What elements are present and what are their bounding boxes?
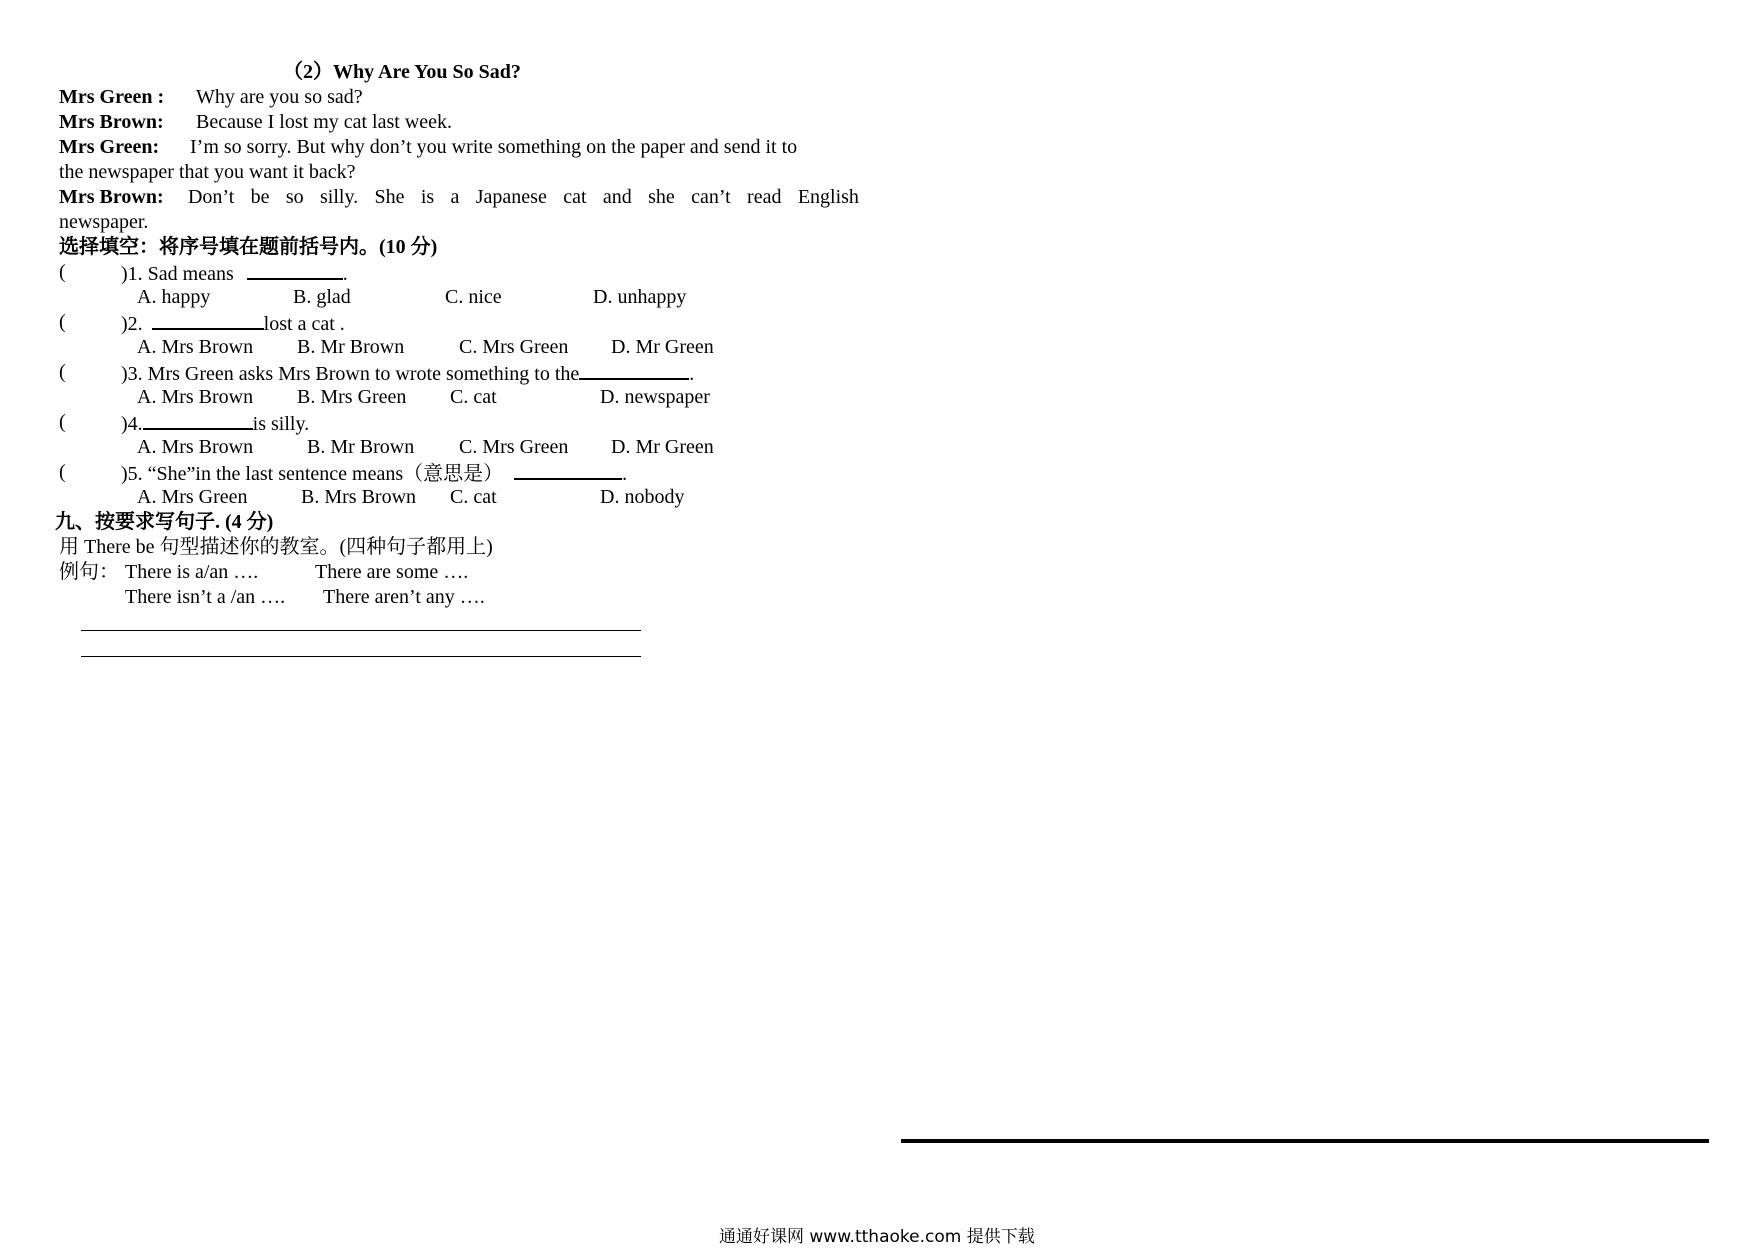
question-text: “She”in the last sentence means（意思是） (147, 463, 504, 485)
dialogue-line-3 (59, 135, 797, 159)
question-text: Mrs Green asks Mrs Brown to wrote something to the (147, 363, 580, 385)
dialogue-line-2 (59, 110, 452, 134)
answer-blank[interactable] (143, 410, 253, 430)
question-number: )3. (121, 363, 143, 385)
word: be (250, 186, 270, 208)
question-3 (121, 360, 694, 386)
question-number: )2. (121, 313, 143, 335)
word: silly. (320, 186, 359, 208)
question-number: )1. (121, 263, 143, 285)
choice-section-heading: 选择填空：将序号填在题前括号内。(10 分) (59, 236, 438, 258)
question-tail: . (342, 263, 348, 285)
passage-title: （2）Why Are You So Sad? (283, 61, 521, 83)
question-tail: . (622, 463, 628, 485)
question-5 (121, 460, 627, 486)
example-label: 例句： (59, 561, 119, 583)
question-tail: lost a cat . (263, 313, 345, 335)
right-page-rule (901, 1139, 1709, 1143)
word: read (747, 186, 782, 208)
answer-blank[interactable] (247, 260, 343, 280)
option-d: D. newspaper (600, 386, 710, 408)
word: cat (563, 186, 587, 208)
writing-section-heading: 九、按要求写句子. (4 分) (55, 511, 274, 533)
question-number: )4. (121, 413, 143, 435)
answer-blank[interactable] (514, 460, 622, 480)
answer-line-2[interactable] (81, 656, 641, 657)
option-a: A. Mrs Brown (137, 436, 254, 458)
option-a: A. Mrs Brown (137, 336, 254, 358)
option-a: A. Mrs Brown (137, 386, 254, 408)
option-c: C. cat (450, 486, 497, 508)
option-c: C. Mrs Green (459, 336, 569, 358)
option-a: A. happy (137, 286, 211, 308)
footer-text: 通通好课网 www.tthaoke.com 提供下载 (719, 1227, 1035, 1247)
question-2 (121, 310, 345, 336)
option-b: B. Mrs Green (297, 386, 407, 408)
answer-blank[interactable] (579, 360, 689, 380)
option-c: C. Mrs Green (459, 436, 569, 458)
speaker: Mrs Green: (59, 136, 160, 158)
speaker: Mrs Green : (59, 86, 165, 108)
question-3-paren: ( (59, 361, 66, 383)
question-5-paren: ( (59, 461, 66, 483)
word: English (797, 186, 859, 208)
question-1-paren: ( (59, 261, 66, 283)
option-d: D. nobody (600, 486, 685, 508)
dialogue-line-1 (59, 85, 363, 109)
word: Japanese (475, 186, 547, 208)
answer-line-1[interactable] (81, 630, 641, 631)
utterance: Why are you so sad? (196, 86, 363, 108)
example-sentence-1: There is a/an …. (125, 561, 259, 583)
word: is (420, 186, 435, 208)
utterance: Because I lost my cat last week. (196, 111, 453, 133)
question-text: Sad means (147, 263, 234, 285)
question-4 (121, 410, 309, 436)
utterance: I’m so sorry. But why don’t you write something on the paper and send it to (190, 136, 798, 158)
word: Don’t (187, 186, 235, 208)
question-number: )5. (121, 463, 143, 485)
example-sentence-3: There isn’t a /an …. (125, 586, 286, 608)
option-d: D. unhappy (593, 286, 687, 308)
option-d: D. Mr Green (611, 336, 714, 358)
option-b: B. Mr Brown (307, 436, 415, 458)
option-a: A. Mrs Green (137, 486, 248, 508)
word: a (450, 186, 460, 208)
option-b: B. glad (293, 286, 351, 308)
option-c: C. nice (445, 286, 502, 308)
question-1 (121, 260, 348, 286)
word: so (285, 186, 304, 208)
dialogue-line-4-cont: newspaper. (59, 211, 149, 233)
option-b: B. Mrs Brown (301, 486, 417, 508)
question-4-paren: ( (59, 411, 66, 433)
option-b: B. Mr Brown (297, 336, 405, 358)
option-d: D. Mr Green (611, 436, 714, 458)
dialogue-line-4 (59, 185, 859, 209)
word: She (374, 186, 405, 208)
answer-blank[interactable] (152, 310, 264, 330)
example-sentence-2: There are some …. (315, 561, 469, 583)
word: she (648, 186, 675, 208)
word: can’t (691, 186, 731, 208)
question-2-paren: ( (59, 311, 66, 333)
option-c: C. cat (450, 386, 497, 408)
speaker: Mrs Brown: (59, 186, 164, 208)
dialogue-line-3-cont: the newspaper that you want it back? (59, 161, 356, 183)
writing-instruction: 用 There be 句型描述你的教室。(四种句子都用上) (59, 536, 493, 558)
speaker: Mrs Brown: (59, 111, 164, 133)
question-tail: . (689, 363, 695, 385)
example-sentence-4: There aren’t any …. (323, 586, 485, 608)
word: and (602, 186, 632, 208)
question-tail: is silly. (252, 413, 310, 435)
